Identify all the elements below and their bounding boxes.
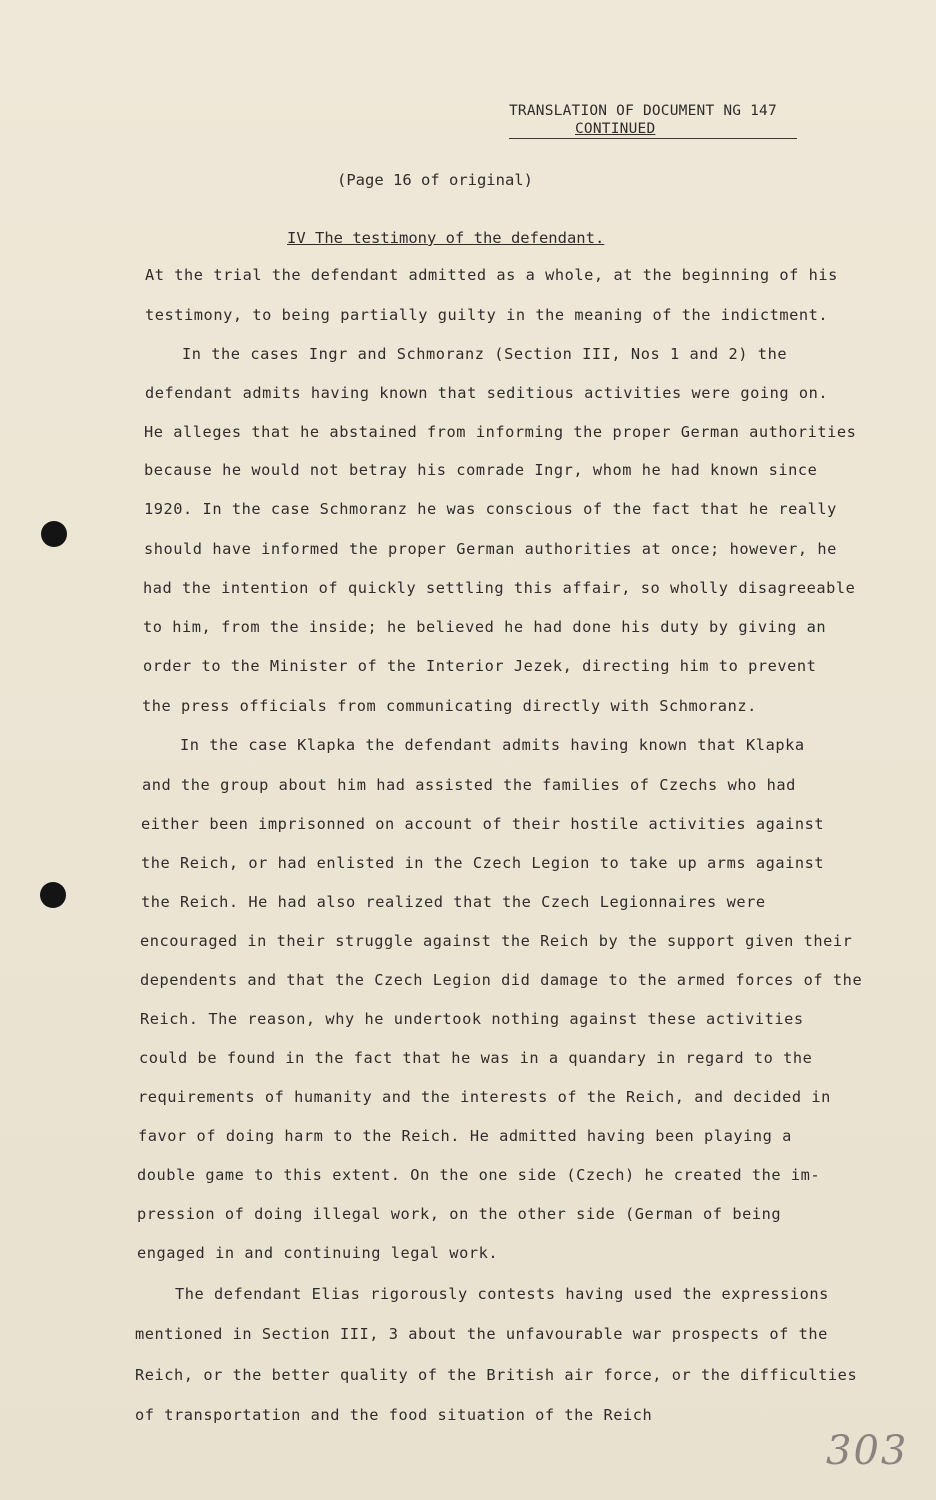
body-line: encouraged in their struggle against the Reich by the support given their: [140, 932, 853, 950]
body-line: requirements of humanity and the interests of the Reich, and decided in: [138, 1088, 831, 1106]
header-title: TRANSLATION OF DOCUMENT NG 147: [509, 103, 777, 119]
body-line: the Reich. He had also realized that the Czech Legionnaires were: [141, 893, 766, 911]
body-line: At the trial the defendant admitted as a whole, at the beginning of his: [145, 266, 838, 284]
body-line: He alleges that he abstained from informing the proper German authorities: [144, 423, 857, 441]
document-header: [509, 102, 797, 138]
body-line: of transportation and the food situation of the Reich: [135, 1406, 653, 1424]
body-line: the Reich, or had enlisted in the Czech Legion to take up arms against: [141, 854, 825, 872]
body-line: 1920. In the case Schmoranz he was conscious of the fact that he really: [144, 500, 837, 518]
body-line: dependents and that the Czech Legion did damage to the armed forces of the: [140, 971, 863, 989]
body-line: should have informed the proper German authorities at once; however, he: [144, 540, 837, 558]
header-divider: [509, 138, 797, 139]
body-line: order to the Minister of the Interior Jezek, directing him to prevent: [143, 657, 817, 675]
original-page-reference: (Page 16 of original): [337, 171, 533, 189]
body-line: had the intention of quickly settling this affair, so wholly disagreeable: [143, 579, 856, 597]
body-line: to him, from the inside; he believed he had done his duty by giving an: [143, 618, 827, 636]
section-heading: IV The testimony of the defendant.: [287, 229, 605, 247]
body-line: mentioned in Section III, 3 about the unfavourable war prospects of the: [135, 1325, 828, 1343]
body-line: because he would not betray his comrade Ingr, whom he had known since: [144, 461, 818, 479]
body-line: engaged in and continuing legal work.: [137, 1244, 499, 1262]
body-line: testimony, to being partially guilty in the meaning of the indictment.: [145, 306, 829, 324]
handwritten-page-number: 303: [826, 1428, 909, 1474]
body-line: and the group about him had assisted the families of Czechs who had: [142, 776, 796, 794]
body-line: the press officials from communicating directly with Schmoranz.: [142, 697, 757, 715]
punch-hole-lower: [40, 882, 66, 908]
body-line: either been imprisonned on account of their hostile activities against: [141, 815, 825, 833]
body-line: Reich, or the better quality of the British air force, or the difficulties: [135, 1366, 858, 1384]
body-line: double game to this extent. On the one side (Czech) he created the im-: [137, 1166, 821, 1184]
body-line: In the cases Ingr and Schmoranz (Section III, Nos 1 and 2) the: [182, 345, 788, 363]
body-line: Reich. The reason, why he undertook nothing against these activities: [140, 1010, 804, 1028]
body-line: pression of doing illegal work, on the other side (German of being: [137, 1205, 782, 1223]
body-line: defendant admits having known that seditious activities were going on.: [145, 384, 829, 402]
punch-hole-upper: [41, 521, 67, 547]
body-line: favor of doing harm to the Reich. He admitted having been playing a: [138, 1127, 792, 1145]
body-line: In the case Klapka the defendant admits having known that Klapka: [180, 736, 805, 754]
body-line: The defendant Elias rigorously contests having used the expressions: [175, 1285, 829, 1303]
body-line: could be found in the fact that he was in a quandary in regard to the: [139, 1049, 813, 1067]
header-subtitle: CONTINUED: [575, 121, 656, 137]
